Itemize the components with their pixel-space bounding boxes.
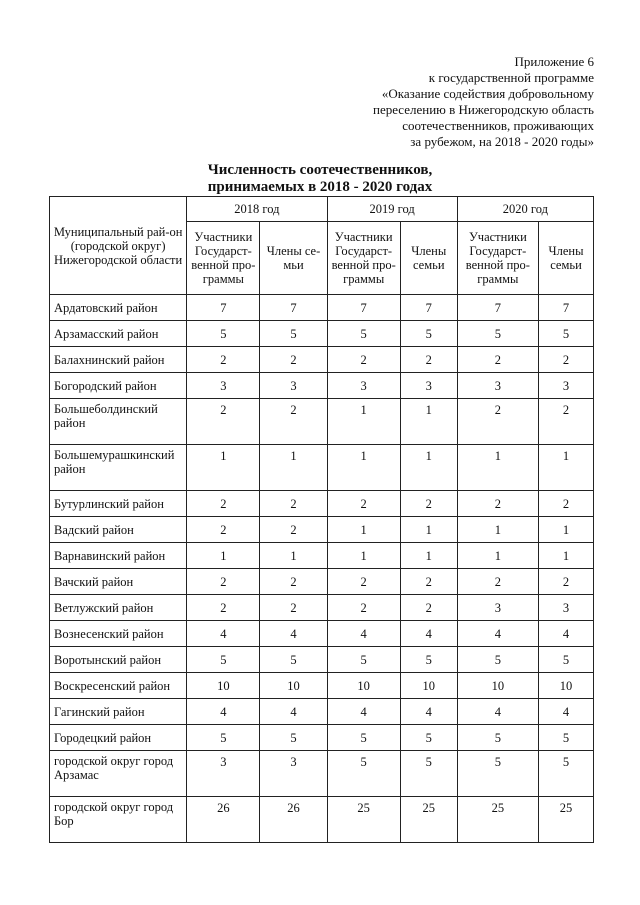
participants-count: 2 — [457, 347, 538, 373]
participants-count: 25 — [457, 797, 538, 843]
family-count: 4 — [260, 621, 327, 647]
family-header: Члены се-мьи — [260, 222, 327, 295]
family-count: 4 — [539, 699, 594, 725]
participants-count: 1 — [327, 399, 400, 445]
family-count: 3 — [260, 751, 327, 797]
family-count: 1 — [400, 543, 457, 569]
participants-count: 2 — [457, 569, 538, 595]
participants-count: 25 — [327, 797, 400, 843]
family-count: 7 — [539, 295, 594, 321]
family-count: 2 — [400, 491, 457, 517]
family-count: 2 — [539, 569, 594, 595]
family-count: 3 — [539, 373, 594, 399]
family-count: 25 — [400, 797, 457, 843]
table-row — [50, 725, 594, 751]
family-count: 1 — [260, 543, 327, 569]
family-count: 2 — [260, 399, 327, 445]
family-count: 5 — [539, 647, 594, 673]
participants-count: 5 — [327, 725, 400, 751]
participants-count: 1 — [327, 543, 400, 569]
municipality-header: Муниципальный рай-он (городской округ) Нижегородской области — [50, 197, 187, 295]
municipality-name: Балахнинский район — [50, 347, 187, 373]
municipality-name: Вознесенский район — [50, 621, 187, 647]
family-count: 2 — [260, 569, 327, 595]
participants-count: 3 — [457, 373, 538, 399]
table-row — [50, 373, 594, 399]
family-count: 4 — [260, 699, 327, 725]
family-count: 2 — [539, 347, 594, 373]
participants-count: 5 — [327, 321, 400, 347]
family-count: 3 — [400, 373, 457, 399]
header-row-years — [50, 197, 594, 222]
participants-count: 7 — [457, 295, 538, 321]
participants-count: 3 — [187, 751, 260, 797]
participants-count: 5 — [187, 321, 260, 347]
table-row — [50, 621, 594, 647]
table-row — [50, 797, 594, 843]
table-row — [50, 543, 594, 569]
family-count: 3 — [539, 595, 594, 621]
participants-count: 3 — [327, 373, 400, 399]
family-count: 1 — [400, 445, 457, 491]
family-count: 2 — [400, 595, 457, 621]
family-count: 10 — [539, 673, 594, 699]
table-row — [50, 569, 594, 595]
participants-count: 5 — [327, 751, 400, 797]
family-count: 10 — [260, 673, 327, 699]
municipality-name: Воскресенский район — [50, 673, 187, 699]
appendix-line: к государственной программе — [428, 70, 594, 85]
participants-header: Участники Государст-венной про-граммы — [327, 222, 400, 295]
table-row — [50, 347, 594, 373]
municipality-name: Большеболдинский район — [50, 399, 187, 445]
participants-count: 4 — [187, 621, 260, 647]
family-count: 5 — [539, 725, 594, 751]
municipality-name: Арзамасский район — [50, 321, 187, 347]
participants-count: 4 — [457, 621, 538, 647]
family-count: 1 — [539, 445, 594, 491]
table-row — [50, 751, 594, 797]
participants-header: Участники Государст-венной про-граммы — [457, 222, 538, 295]
participants-count: 4 — [457, 699, 538, 725]
municipality-name: Богородский район — [50, 373, 187, 399]
municipality-name: Большемурашкинский район — [50, 445, 187, 491]
family-count: 5 — [260, 321, 327, 347]
family-count: 2 — [400, 569, 457, 595]
family-count: 5 — [260, 725, 327, 751]
family-count: 7 — [260, 295, 327, 321]
participants-count: 10 — [187, 673, 260, 699]
participants-count: 2 — [187, 595, 260, 621]
family-count: 3 — [260, 373, 327, 399]
family-count: 2 — [260, 347, 327, 373]
participants-count: 1 — [457, 445, 538, 491]
family-count: 7 — [400, 295, 457, 321]
family-count: 2 — [400, 347, 457, 373]
family-count: 5 — [400, 321, 457, 347]
table-row — [50, 491, 594, 517]
appendix-line: переселению в Нижегородскую область — [372, 102, 594, 117]
family-header: Члены семьи — [400, 222, 457, 295]
table-row — [50, 699, 594, 725]
year-header: 2019 год — [327, 197, 457, 222]
table-row — [50, 445, 594, 491]
family-count: 2 — [260, 491, 327, 517]
table-row — [50, 399, 594, 445]
appendix-line: Приложение 6 — [514, 54, 594, 69]
family-count: 5 — [539, 321, 594, 347]
participants-count: 1 — [327, 445, 400, 491]
participants-count: 2 — [187, 517, 260, 543]
family-count: 1 — [260, 445, 327, 491]
family-count: 4 — [400, 621, 457, 647]
municipality-name: Вачский район — [50, 569, 187, 595]
appendix-line: соотечественников, проживающих — [402, 118, 594, 133]
participants-count: 5 — [457, 647, 538, 673]
appendix-line: «Оказание содействия добровольному — [381, 86, 594, 101]
participants-count: 2 — [457, 491, 538, 517]
municipality-name: Бутурлинский район — [50, 491, 187, 517]
participants-count: 10 — [327, 673, 400, 699]
family-count: 5 — [260, 647, 327, 673]
family-header: Члены семьи — [539, 222, 594, 295]
family-count: 2 — [260, 517, 327, 543]
participants-count: 1 — [187, 543, 260, 569]
municipality-name: Городецкий район — [50, 725, 187, 751]
table-row — [50, 595, 594, 621]
participants-count: 4 — [327, 621, 400, 647]
title-line-1: Численность соотечественников, — [207, 162, 433, 178]
participants-count: 4 — [187, 699, 260, 725]
participants-count: 7 — [187, 295, 260, 321]
participants-count: 5 — [187, 647, 260, 673]
table-row — [50, 673, 594, 699]
participants-count: 2 — [187, 569, 260, 595]
participants-count: 5 — [327, 647, 400, 673]
table-row — [50, 321, 594, 347]
family-count: 1 — [539, 517, 594, 543]
participants-count: 1 — [187, 445, 260, 491]
family-count: 1 — [539, 543, 594, 569]
participants-count: 7 — [327, 295, 400, 321]
table-row — [50, 647, 594, 673]
municipality-name: Варнавинский район — [50, 543, 187, 569]
appendix-block — [264, 54, 594, 150]
document-title — [0, 162, 640, 196]
family-count: 26 — [260, 797, 327, 843]
municipality-name: городской округ город Арзамас — [50, 751, 187, 797]
family-count: 2 — [539, 491, 594, 517]
family-count: 1 — [400, 399, 457, 445]
participants-count: 5 — [187, 725, 260, 751]
participants-count: 2 — [327, 347, 400, 373]
participants-count: 4 — [327, 699, 400, 725]
participants-count: 5 — [457, 725, 538, 751]
participants-count: 5 — [457, 751, 538, 797]
municipality-name: Ардатовский район — [50, 295, 187, 321]
family-count: 25 — [539, 797, 594, 843]
participants-count: 26 — [187, 797, 260, 843]
family-count: 2 — [539, 399, 594, 445]
participants-count: 1 — [457, 517, 538, 543]
participants-count: 2 — [327, 569, 400, 595]
title-line-2: принимаемых в 2018 - 2020 годах — [207, 179, 433, 195]
municipality-name: городской округ город Бор — [50, 797, 187, 843]
family-count: 4 — [400, 699, 457, 725]
participants-count: 1 — [457, 543, 538, 569]
family-count: 5 — [400, 647, 457, 673]
family-count: 10 — [400, 673, 457, 699]
participants-count: 2 — [457, 399, 538, 445]
municipality-name: Вадский район — [50, 517, 187, 543]
family-count: 5 — [400, 725, 457, 751]
participants-count: 5 — [457, 321, 538, 347]
municipality-name: Гагинский район — [50, 699, 187, 725]
participants-count: 10 — [457, 673, 538, 699]
participants-count: 2 — [187, 347, 260, 373]
table-body — [50, 295, 594, 843]
participants-count: 3 — [187, 373, 260, 399]
year-header: 2020 год — [457, 197, 593, 222]
municipality-name: Ветлужский район — [50, 595, 187, 621]
participants-count: 3 — [457, 595, 538, 621]
participants-count: 2 — [327, 595, 400, 621]
participants-count: 2 — [187, 491, 260, 517]
resettlement-table — [49, 196, 594, 843]
family-count: 2 — [260, 595, 327, 621]
family-count: 1 — [400, 517, 457, 543]
participants-count: 2 — [327, 491, 400, 517]
table-row — [50, 295, 594, 321]
family-count: 5 — [539, 751, 594, 797]
participants-count: 2 — [187, 399, 260, 445]
year-header: 2018 год — [187, 197, 327, 222]
appendix-line: за рубежом, на 2018 - 2020 годы» — [410, 134, 594, 149]
family-count: 5 — [400, 751, 457, 797]
table-row — [50, 517, 594, 543]
municipality-name: Воротынский район — [50, 647, 187, 673]
participants-count: 1 — [327, 517, 400, 543]
family-count: 4 — [539, 621, 594, 647]
participants-header: Участники Государст-венной про-граммы — [187, 222, 260, 295]
